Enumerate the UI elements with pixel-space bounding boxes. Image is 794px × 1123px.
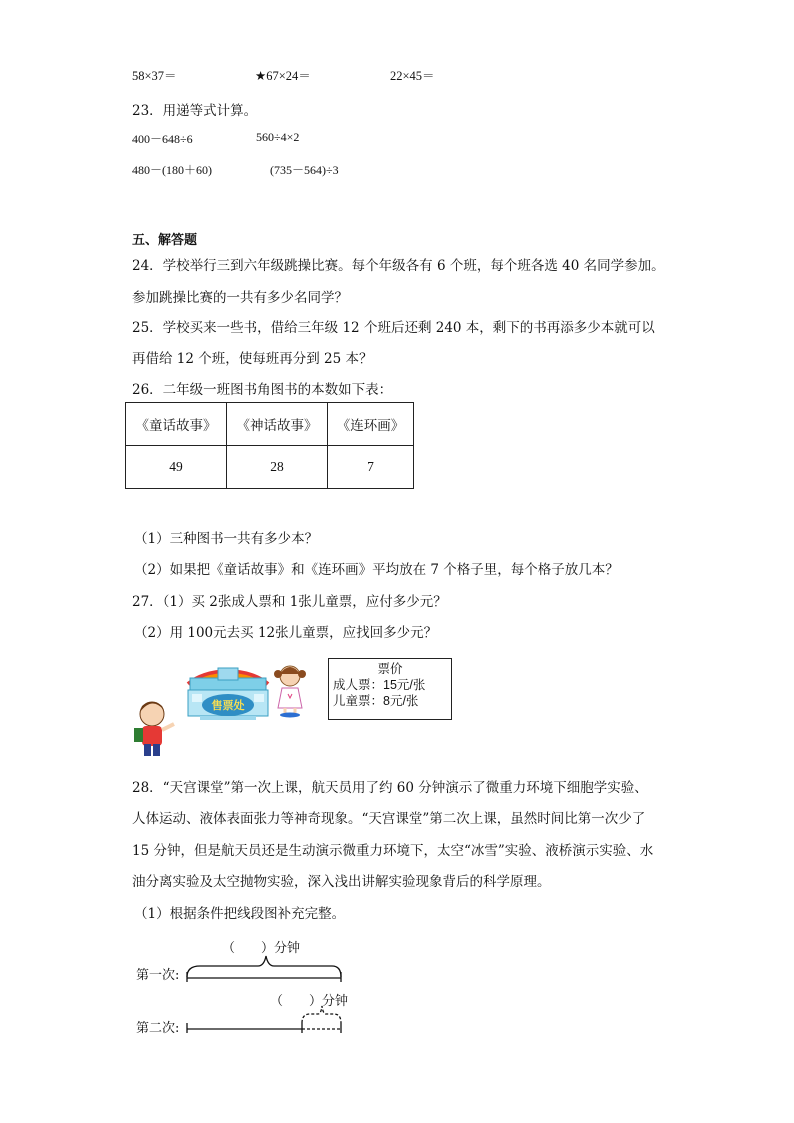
q28-line-4: 油分离实验及太空抛物实验，深入浅出讲解实验现象背后的科学原理。 [132,874,551,890]
segment-1-brace [187,956,341,977]
q26-sub-1: （1）三种图书一共有多少本？ [134,531,319,547]
girl-icon [274,666,306,718]
boy-icon [134,702,174,756]
q28-line-1: 28．“天宫课堂”第一次上课，航天员用了约 60 分钟演示了微重力环境下细胞学实验、 [132,780,648,796]
section-heading: 五、解答题 [132,233,198,248]
ticket-booth-sign: 售票处 [211,699,245,712]
segment-diagram [180,950,350,1035]
q26-intro: 26．二年级一班图书角图书的本数如下表： [132,382,393,398]
q24-line-2: 参加跳操比赛的一共有多少名同学？ [132,290,348,306]
q28-line-3: 15 分钟，但是航天员还是生动演示微重力环境下，太空“冰雪”实验、液桥演示实验、水 [132,843,654,859]
table-cell: 49 [126,446,227,489]
table-cell: 7 [328,446,414,489]
q28-line-2: 人体运动、液体表面张力等神奇现象。“天宫课堂”第二次上课，虽然时间比第一次少了 [132,811,646,827]
table-header-cell: 《连环画》 [328,403,414,446]
price-board [328,658,452,720]
q25-line-1: 25．学校买来一些书，借给三年级 12 个班后还剩 240 本，剩下的书再添多少本就可以 [132,320,655,336]
books-table [125,402,414,489]
q23-title: 23．用递等式计算。 [132,103,258,119]
row-2-label: 第二次: [136,1021,180,1036]
calc-22x45: 22×45＝ [390,69,435,83]
q27-sub-1: 27．（1）买 2张成人票和 1张儿童票，应付多少元？ [132,594,447,610]
table-header-cell: 《神话故事》 [227,403,328,446]
ticket-illustration [128,648,328,760]
table-header-cell: 《童话故事》 [126,403,227,446]
segment-2-label: （ ）分钟 [270,994,349,1009]
q23-item-2: 560÷4×2 [256,130,300,144]
row-1-label: 第一次: [136,968,180,983]
q23-item-1: 400－648÷6 [132,132,193,146]
child-price: 儿童票：8元/张 [333,694,419,708]
calc-58x37: 58×37＝ [132,69,177,83]
q28-sub-1: （1）根据条件把线段图补充完整。 [134,906,346,922]
q23-item-4: (735－564)÷3 [270,163,339,177]
adult-price: 成人票：15元/张 [333,678,426,692]
q27-sub-2: （2）用 100元去买 12张儿童票，应找回多少元？ [134,625,438,641]
q25-line-2: 再借给 12 个班，使每班再分到 25 本？ [132,351,373,367]
q24-line-1: 24．学校举行三到六年级跳操比赛。每个年级各有 6 个班，每个班各选 40 名同学参加。 [132,258,665,274]
table-row [126,446,414,489]
calc-67x24: ★67×24＝ [255,69,311,83]
segment-2-brace [302,1006,341,1023]
table-cell: 28 [227,446,328,489]
price-title: 票价 [377,662,403,676]
segment-1-label: （ ）分钟 [222,941,301,956]
table-header-row [126,403,414,446]
q26-sub-2: （2）如果把《童话故事》和《连环画》平均放在 7 个格子里，每个格子放几本？ [134,562,619,578]
q23-item-3: 480－(180＋60) [132,163,212,177]
